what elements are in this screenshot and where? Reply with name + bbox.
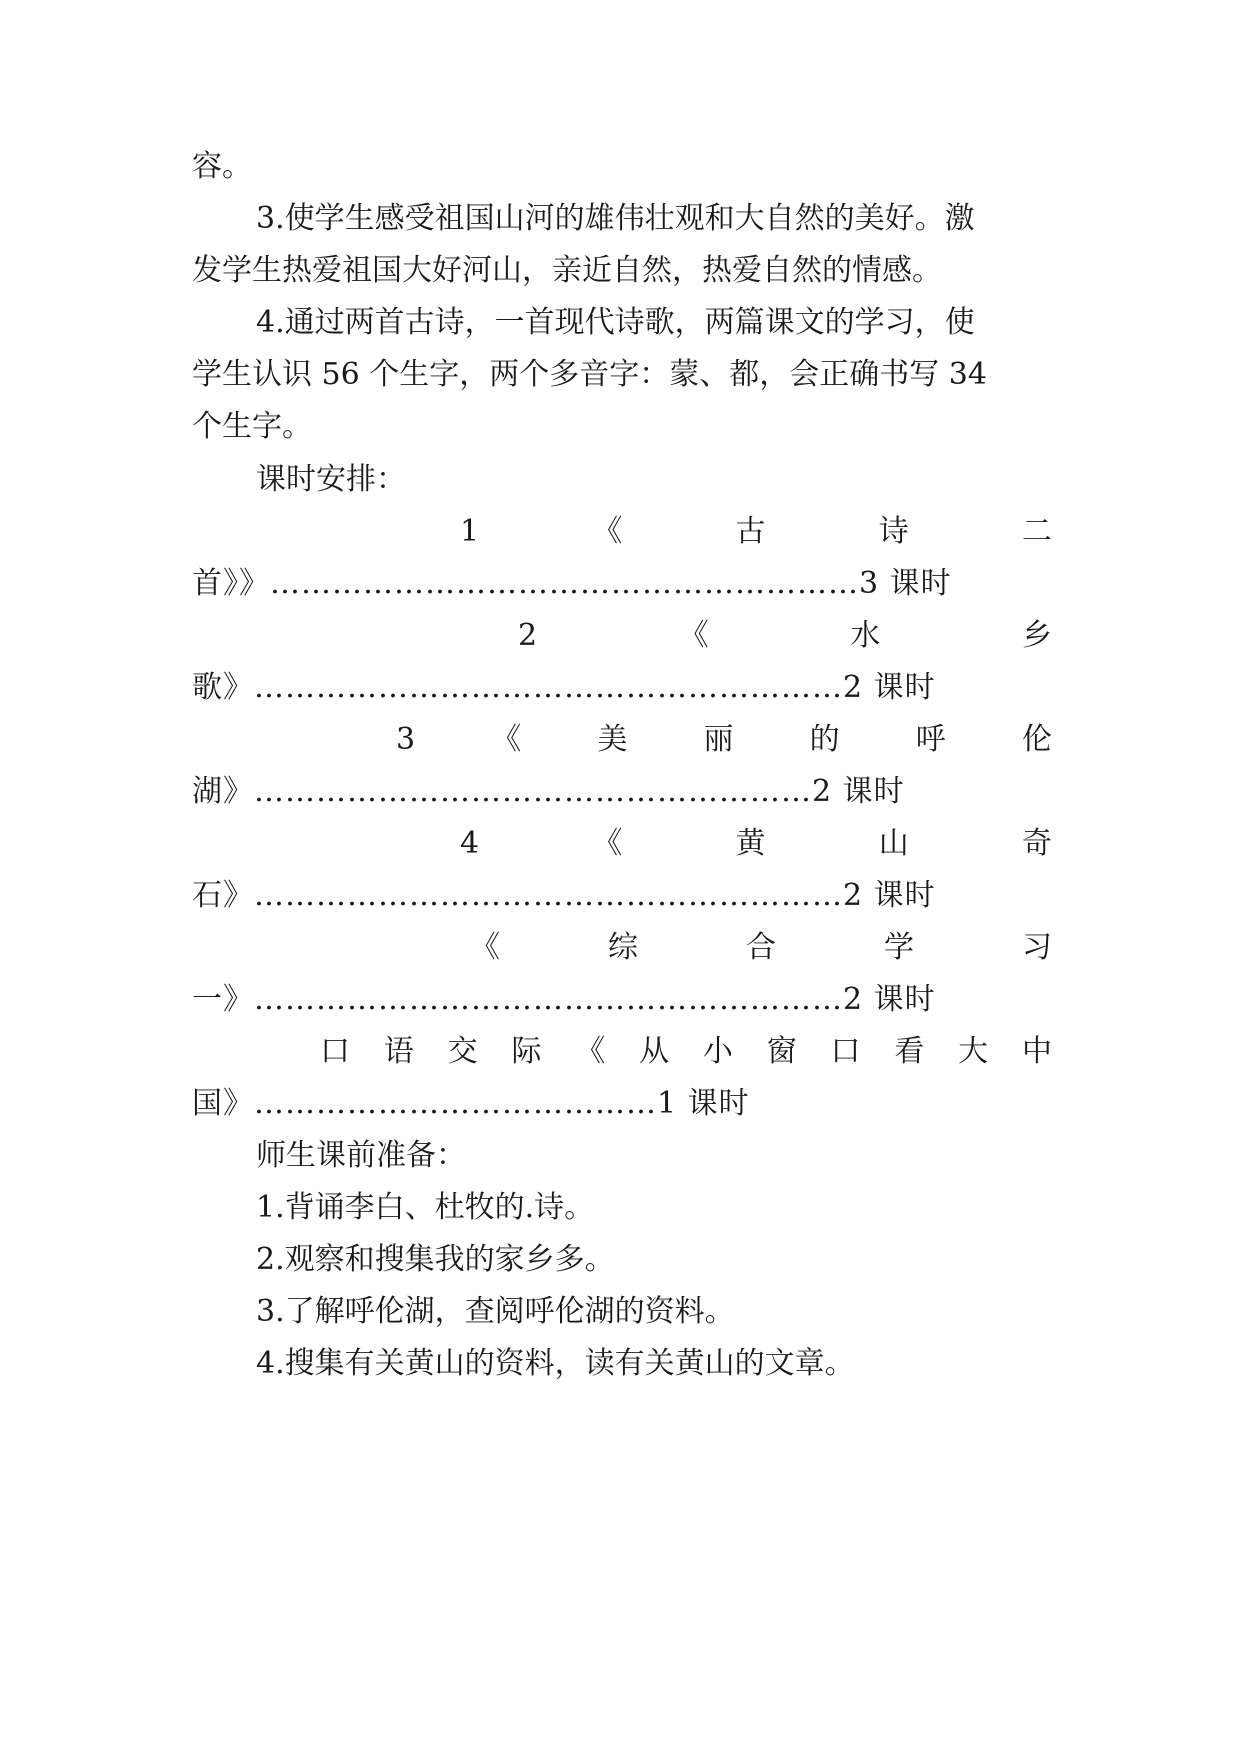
schedule-item-3-line2: 湖》………………………………………………2 课时: [192, 774, 905, 809]
schedule-heading: 课时安排：: [256, 462, 406, 497]
text-line: 3.使学生感受祖国山河的雄伟壮观和大自然的美好。激: [256, 201, 975, 236]
schedule-item-6-line2: 国》…………………………………1 课时: [192, 1086, 750, 1121]
token: 乡: [1021, 618, 1052, 653]
token: 诗: [878, 514, 909, 549]
token: 《: [491, 722, 522, 757]
preparation-item: 1.背诵李白、杜牧的.诗。: [256, 1190, 595, 1225]
text-line: 学生认识 56 个生字，两个多音字：蒙、都，会正确书写 34: [192, 357, 987, 392]
token: 综: [608, 930, 638, 965]
text-line: 发学生热爱祖国大好河山，亲近自然，热爱自然的情感。: [192, 253, 942, 288]
token: 呼: [915, 722, 946, 757]
text-line: 4.通过两首古诗，一首现代诗歌，两篇课文的学习，使: [256, 305, 975, 340]
token: 中: [1021, 1034, 1052, 1069]
text-line: 容。: [192, 149, 252, 184]
token: 际: [511, 1034, 542, 1069]
schedule-item-5-line1: [470, 926, 1052, 970]
token: 黄: [735, 826, 766, 861]
token: 《: [575, 1034, 606, 1069]
token: 美: [597, 722, 628, 757]
schedule-item-5-line2: 一》…………………………………………………2 课时: [192, 982, 936, 1017]
token: 《: [592, 514, 623, 549]
text-line: 个生字。: [192, 409, 312, 444]
schedule-item-2-line2: 歌》…………………………………………………2 课时: [192, 670, 936, 705]
preparation-item: 2.观察和搜集我的家乡多。: [256, 1242, 615, 1277]
schedule-item-4-line1: [460, 822, 1052, 866]
token: 4: [460, 826, 480, 861]
token: 《: [470, 930, 500, 965]
schedule-item-1-line1: [460, 510, 1052, 554]
token: 古: [735, 514, 766, 549]
token: 水: [850, 618, 881, 653]
token: 2: [518, 618, 538, 653]
token: 看: [894, 1034, 925, 1069]
token: 丽: [703, 722, 734, 757]
token: 习: [1022, 930, 1052, 965]
preparation-item: 3.了解呼伦湖，查阅呼伦湖的资料。: [256, 1294, 735, 1329]
token: 窗: [766, 1034, 797, 1069]
token: 大: [958, 1034, 989, 1069]
schedule-item-2-line1: [518, 614, 1052, 658]
preparation-item: 4.搜集有关黄山的资料，读有关黄山的文章。: [256, 1346, 855, 1381]
token: 交: [447, 1034, 478, 1069]
token: 口: [830, 1034, 861, 1069]
token: 山: [878, 826, 909, 861]
token: 学: [884, 930, 914, 965]
token: 合: [746, 930, 776, 965]
token: 伦: [1021, 722, 1052, 757]
schedule-item-3-line1: [396, 718, 1052, 762]
token: 的: [809, 722, 840, 757]
schedule-item-4-line2: 石》…………………………………………………2 课时: [192, 878, 936, 913]
preparation-heading: 师生课前准备：: [256, 1138, 466, 1173]
token: 3: [396, 722, 416, 757]
token: 二: [1021, 514, 1052, 549]
token: 奇: [1021, 826, 1052, 861]
token: 口: [320, 1034, 350, 1069]
token: 《: [592, 826, 623, 861]
schedule-item-6-line1: [320, 1030, 1052, 1074]
token: 《: [678, 618, 709, 653]
token: 1: [460, 514, 480, 549]
token: 从: [639, 1034, 670, 1069]
token: 小: [702, 1034, 733, 1069]
token: 语: [383, 1034, 414, 1069]
schedule-item-1-line2: 首》》…………………………………………………3 课时: [192, 566, 952, 601]
